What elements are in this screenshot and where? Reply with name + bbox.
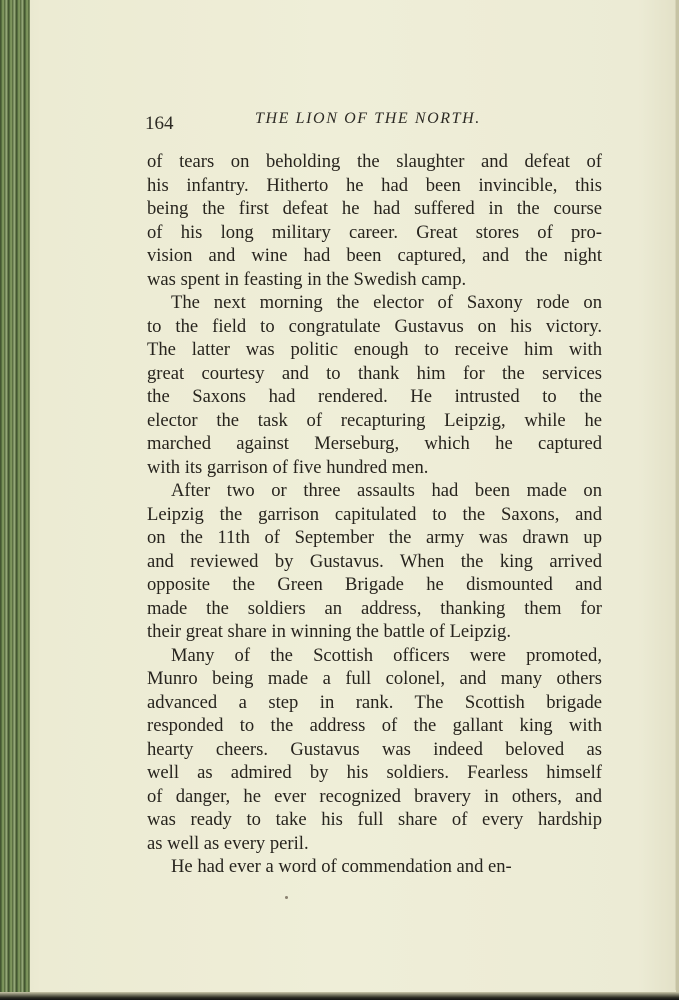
- text-line: of danger, he ever recognized bravery in others, and: [147, 785, 602, 807]
- text-line: on the 11th of September the army was drawn up: [147, 527, 602, 548]
- text-line: The latter was politic enough to receive him with: [147, 339, 602, 360]
- text-line: was spent in feasting in the Swedish camp.: [147, 268, 467, 290]
- book-spine-edge: [0, 0, 30, 1000]
- text-line: well as admired by his soldiers. Fearless himself: [147, 762, 602, 783]
- text-line: After two or three assaults had been made on: [171, 480, 602, 501]
- text-line: the Saxons had rendered. He intrusted to the: [147, 386, 602, 407]
- text-line: He had ever a word of commendation and en-: [171, 856, 512, 877]
- text-line: Many of the Scottish officers were promoted,: [171, 644, 602, 666]
- text-line: their great share in winning the battle of Leipzig.: [147, 621, 512, 642]
- text-line: great courtesy and to thank him for the services: [147, 362, 602, 384]
- text-line: Leipzig the garrison capitulated to the Saxons, and: [147, 503, 602, 525]
- text-line: with its garrison of five hundred men.: [147, 456, 429, 478]
- text-line: made the soldiers an address, thanking them for: [147, 597, 602, 619]
- body-text: [147, 150, 602, 879]
- text-line: of tears on beholding the slaughter and defeat of: [147, 151, 602, 172]
- text-line: his infantry. Hitherto he had been invincible, this: [147, 174, 602, 196]
- text-line: The next morning the elector of Saxony rode on: [171, 292, 602, 313]
- text-line: responded to the address of the gallant king with: [147, 715, 602, 736]
- text-line: to the field to congratulate Gustavus on his victory.: [147, 315, 602, 337]
- page-number: 164: [145, 113, 174, 134]
- text-line: being the first defeat he had suffered in the course: [147, 198, 602, 219]
- text-line: as well as every peril.: [147, 832, 309, 854]
- ink-speck: [285, 896, 288, 899]
- text-line: of his long military career. Great stores of pro-: [147, 221, 602, 243]
- text-line: and reviewed by Gustavus. When the king arrived: [147, 550, 602, 572]
- text-line: hearty cheers. Gustavus was indeed beloved as: [147, 738, 602, 760]
- text-line: Munro being made a full colonel, and many others: [147, 668, 602, 689]
- page-bottom-edge: [0, 992, 679, 1000]
- text-line: vision and wine had been captured, and the night: [147, 245, 602, 266]
- text-line: marched against Merseburg, which he captured: [147, 433, 602, 454]
- text-line: opposite the Green Brigade he dismounted and: [147, 574, 602, 595]
- text-line: was ready to take his full share of every hardship: [147, 809, 602, 830]
- running-title: THE LION OF THE NORTH.: [255, 110, 481, 127]
- text-line: elector the task of recapturing Leipzig, while he: [147, 409, 602, 431]
- text-line: advanced a step in rank. The Scottish brigade: [147, 691, 602, 713]
- page-header: [145, 108, 605, 136]
